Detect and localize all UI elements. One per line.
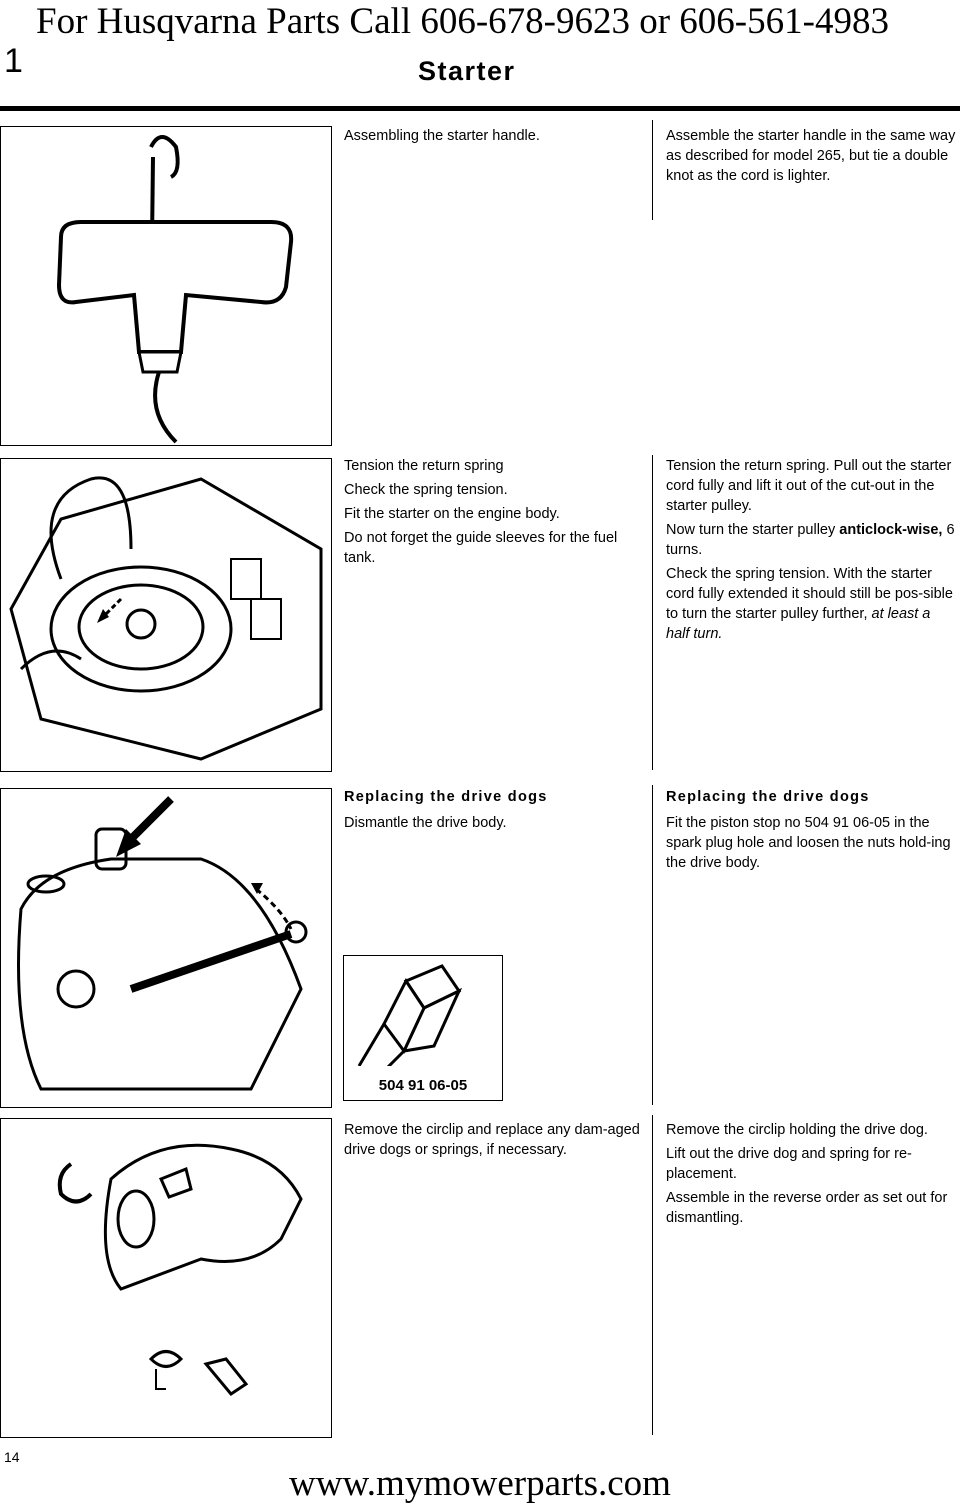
section3-caption: Dismantle the drive body.	[344, 815, 507, 831]
half-turn-emphasis: at least a half turn.	[666, 606, 931, 642]
section2-caption	[344, 456, 644, 572]
direction-emphasis: anticlock-wise,	[839, 522, 943, 538]
page-number: 14	[4, 1449, 20, 1465]
piston-stop-figure	[343, 955, 503, 1101]
section4-caption: Remove the circlip and replace any dam-aged drive dogs or springs, if necessary.	[344, 1122, 640, 1158]
section3-heading-left: Replacing the drive dogs	[344, 789, 548, 805]
page-title: Starter	[418, 56, 516, 86]
starter-engine-figure	[0, 458, 332, 772]
chapter-number: 1	[4, 42, 23, 80]
column-divider	[652, 785, 653, 1105]
section1-caption: Assembling the starter handle.	[344, 128, 540, 144]
lift-paragraph: Lift out the drive dog and spring for re-placement.	[666, 1146, 912, 1182]
column-divider	[652, 120, 653, 220]
check-paragraph: Check the spring tension. With the starter cord fully extended it should still be pos-sible to turn the starter pulley further, at least a half turn.	[666, 566, 953, 642]
section4-text	[666, 1120, 956, 1232]
website-link[interactable]: www.mymowerparts.com	[289, 1463, 671, 1504]
column-divider	[652, 1115, 653, 1435]
tension-paragraph: Tension the return spring. Pull out the starter cord fully and lift it out of the cut-out in the starter pulley.	[666, 458, 952, 514]
section3-text: Fit the piston stop no 504 91 06-05 in the spark plug hole and loosen the nuts hold-ing the drive body.	[666, 815, 951, 871]
remove-paragraph: Remove the circlip holding the drive dog.	[666, 1122, 928, 1138]
assemble-paragraph: Assemble in the reverse order as set out for dismantling.	[666, 1190, 948, 1226]
caption-line: Check the spring tension.	[344, 482, 508, 498]
section1-text: Assemble the starter handle in the same way as described for model 265, but tie a double knot as the cord is lighter.	[666, 128, 956, 184]
section2-text	[666, 456, 956, 648]
starter-handle-figure	[0, 126, 332, 446]
caption-line: Fit the starter on the engine body.	[344, 506, 560, 522]
parts-banner: For Husqvarna Parts Call 606-678-9623 or 606-561-4983	[36, 1, 889, 42]
drive-body-figure	[0, 788, 332, 1108]
column-divider	[652, 455, 653, 770]
section3-heading-right: Replacing the drive dogs	[666, 789, 870, 805]
turn-paragraph: Now turn the starter pulley anticlock-wise, 6 turns.	[666, 522, 955, 558]
header-rule	[0, 106, 960, 111]
part-number-label: 504 91 06-05	[378, 1077, 468, 1094]
drive-dog-parts-figure	[0, 1118, 332, 1438]
caption-line: Tension the return spring	[344, 458, 504, 474]
caption-line: Do not forget the guide sleeves for the fuel tank.	[344, 530, 618, 566]
